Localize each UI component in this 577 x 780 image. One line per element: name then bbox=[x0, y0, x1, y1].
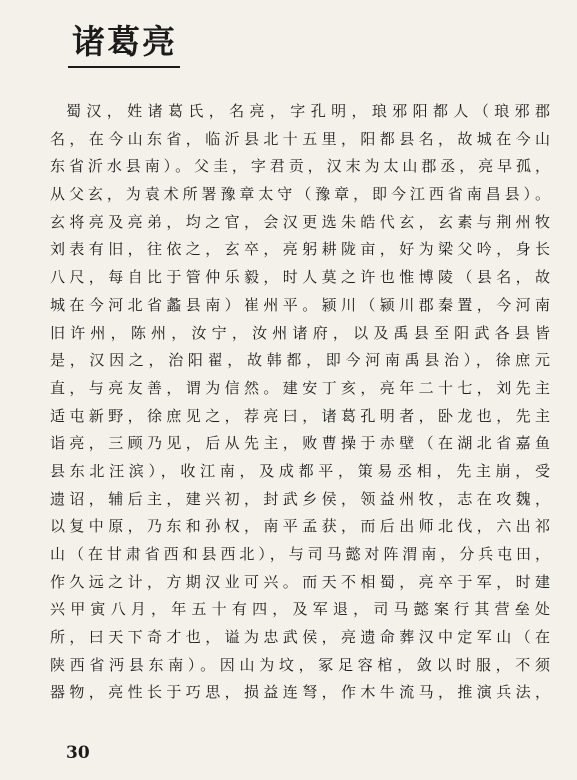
text-line: 作久远之计，方期汉业可兴。而天不相蜀，亮卒于军，时建 bbox=[50, 572, 550, 591]
text-line: 所，曰天下奇才也，谥为忠武侯，亮遗命葬汉中定军山（在 bbox=[50, 628, 550, 647]
text-line: 县东北汪滨），收江南，及成都平，策易丞相，先主崩，受 bbox=[50, 461, 550, 480]
text-line: 八尺，每自比于管仲乐毅，时人莫之许也惟博陵（县名，故 bbox=[50, 268, 550, 287]
text-line: 是，汉因之，治阳翟，故韩都，即今河南禹县治），徐庶元 bbox=[50, 351, 550, 370]
text-line: 刘表有旧，往依之，玄卒，亮躬耕陇亩，好为梁父吟，身长 bbox=[50, 240, 550, 259]
text-line: 山（在甘肃省西和县西北），与司马懿对阵渭南，分兵屯田， bbox=[50, 545, 550, 563]
text-line: 从父玄，为袁术所署豫章太守（豫章，即今江西省南昌县）。 bbox=[50, 185, 550, 204]
text-line: 直，与亮友善，谓为信然。建安丁亥，亮年二十七，刘先主 bbox=[50, 378, 550, 397]
text-line: 名，在今山东省，临沂县北十五里，阳都县名，故城在今山 bbox=[50, 129, 550, 148]
page-number: 30 bbox=[66, 743, 90, 763]
text-line: 旧许州，陈州，汝宁，汝州诸府，以及禹县至阳武各县皆 bbox=[50, 323, 550, 342]
title-underline bbox=[68, 66, 180, 68]
text-line: 适屯新野，徐庶见之，荐亮曰，诸葛孔明者，卧龙也，先主 bbox=[50, 406, 550, 425]
text-line: 诣亮，三顾乃见，后从先主，败曹操于赤壁（在湖北省嘉鱼 bbox=[50, 434, 550, 453]
text-line: 东省沂水县南）。父圭，字君贡，汉末为太山郡丞，亮早孤， bbox=[50, 157, 550, 176]
text-line: 器物，亮性长于巧思，损益连弩，作木牛流马，推演兵法， bbox=[50, 683, 550, 702]
article-body bbox=[50, 98, 550, 707]
text-line: 兴甲寅八月，年五十有四，及军退，司马懿案行其营垒处 bbox=[50, 600, 550, 619]
text-line: 遗诏，辅后主，建兴初，封武乡侯，领益州牧，志在攻魏， bbox=[50, 489, 550, 508]
text-line: 蜀汉，姓诸葛氏，名亮，字孔明，琅邪阳都人（琅邪郡 bbox=[66, 102, 550, 120]
text-line: 玄将亮及亮弟，均之官，会汉更选朱皓代玄，玄素与荆州牧 bbox=[50, 212, 550, 231]
text-line: 陕西省沔县东南）。因山为坟，冢足容棺，敛以时服，不须 bbox=[50, 655, 550, 674]
text-line: 城在今河北省蠡县南）崔州平。颍川（颍川郡秦置，今河南 bbox=[50, 295, 550, 314]
article-title: 诸葛亮 bbox=[72, 22, 177, 61]
text-line: 以复中原，乃东和孙权，南平孟获，而后出师北伐，六出祁 bbox=[50, 517, 550, 536]
